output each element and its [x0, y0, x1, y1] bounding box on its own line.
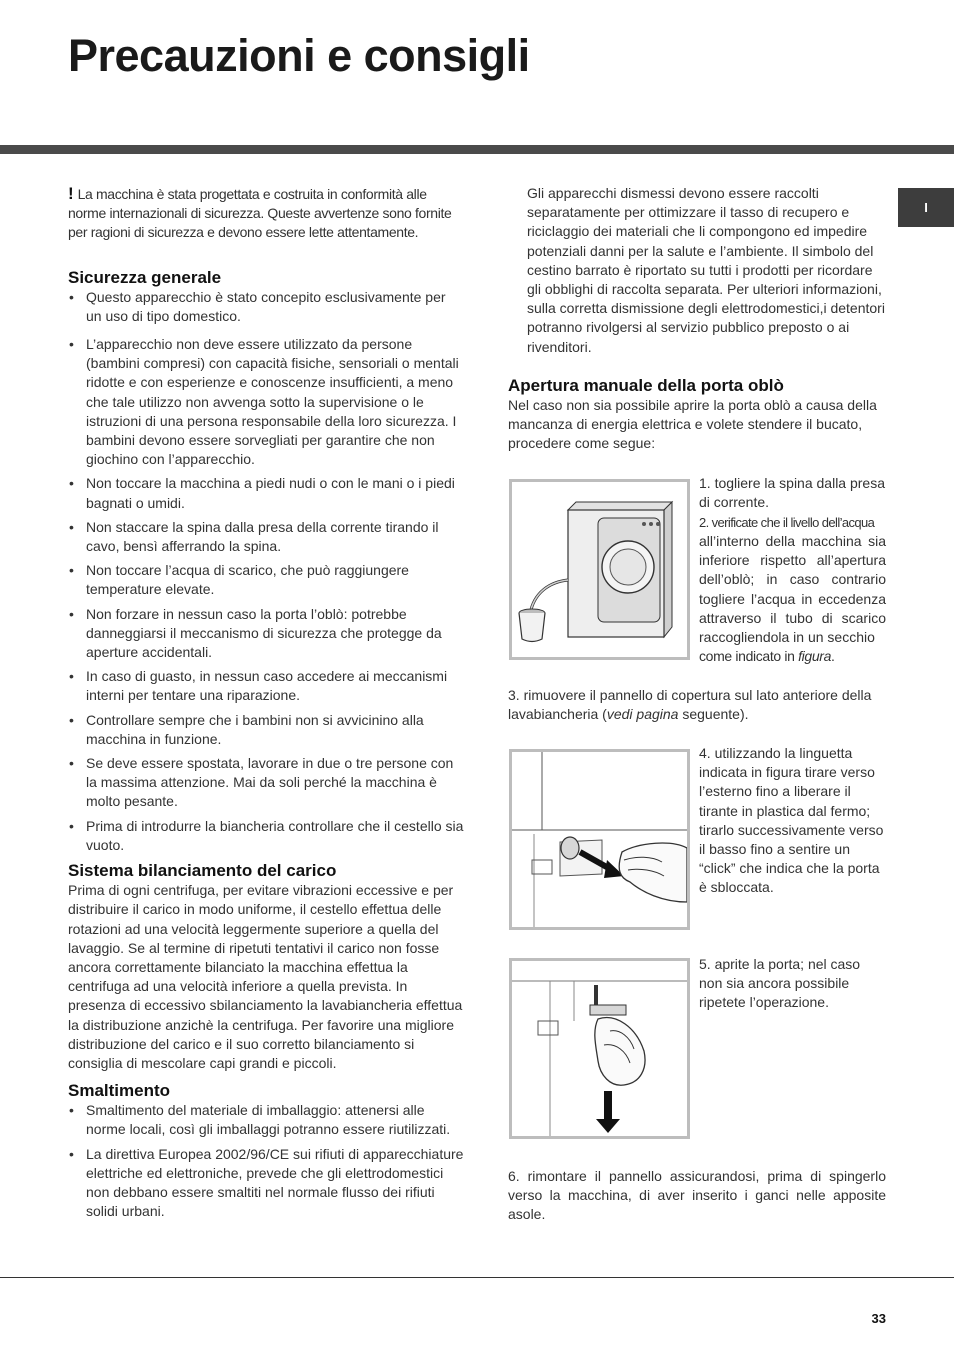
step-3-text: 3. rimuovere il pannello di copertura sul lato anteriore della lavabiancheria (vedi pagina seguente).: [508, 687, 872, 723]
warning-icon: !: [68, 184, 74, 203]
list-item: • Controllare sempre che i bambini non si avvicinino alla macchina in funzione.: [68, 711, 464, 749]
list-item: • Se deve essere spostata, lavorare in due o tre persone con la massima attenzione. Mai da soli perché la macchina è molto pesante.: [68, 754, 464, 812]
smaltimento-continued: Gli apparecchi dismessi devono essere raccolti separatamente per ottimizzare il tasso di recupero e riciclaggio dei materiali che li compongono ed impedire potenziali danni per la salute e l’ambiente. Il simbolo del cestino barrato è riportato su tutti i prodotti per ricordare gli obblighi di raccolta separata. Per ulteriori informazioni, sulla corretta dismissione degli elettrodomestici,i detentori potranno rivolgersi al servizio pubblico preposto o ai rivenditori.: [527, 185, 885, 355]
language-tab: I: [898, 188, 954, 227]
step-5-text: 5. aprite la porta; nel caso non sia ancora possibile ripetete l’operazione.: [699, 956, 861, 1011]
left-column: [68, 184, 464, 1221]
pull-down-illustration: [512, 961, 687, 1136]
section-heading-smaltimento: Smaltimento: [68, 1081, 171, 1101]
step-2-text: all’interno della macchina sia inferiore rispetto all’apertura dell’oblò; in caso contrario togliere l’acqua in eccedenza attraverso il tubo di scarico raccogliendola in un secchio: [699, 533, 886, 646]
step-4-text: 4. utilizzando la linguetta indicata in figura tirare verso l’esterno fino a liberare il tirante in plastica dal fermo; tirarlo successivamente verso il basso fino a sentire un “click” che indica che la porta è sbloccata.: [699, 745, 884, 896]
list-item: • Non forzare in nessun caso la porta l’oblò: potrebbe danneggiarsi il meccanismo di sicurezza che protegge da aperture accidentali.: [68, 605, 464, 663]
list-item: • Prima di introdurre la biancheria controllare che il cestello sia vuoto.: [68, 817, 464, 855]
right-column: [508, 184, 886, 453]
list-item: • In caso di guasto, in nessun caso accedere ai meccanismi interni per tentare una riparazione.: [68, 667, 464, 705]
page-number: 33: [871, 1311, 886, 1326]
step-2-tail: come indicato in figura.: [699, 648, 835, 664]
list-item: • Non staccare la spina dalla presa della corrente tirando il cavo, bensì afferrando la spina.: [68, 518, 464, 556]
footer-divider: [0, 1277, 954, 1278]
step-1-text: 1. togliere la spina dalla presa di corrente.: [699, 475, 886, 511]
figure-pull-tab: [509, 749, 690, 930]
smaltimento-list: [68, 1101, 464, 1221]
page-title: Precauzioni e consigli: [68, 30, 530, 81]
list-item: • Non toccare la macchina a piedi nudi o con le mani o i piedi bagnati o umidi.: [68, 474, 464, 512]
list-item: • Non toccare l’acqua di scarico, che può raggiungere temperature elevate.: [68, 561, 464, 599]
pull-tab-illustration: [512, 752, 687, 927]
section-heading-apertura: Apertura manuale della porta oblò: [508, 375, 784, 395]
list-item: • Questo apparecchio è stato concepito esclusivamente per un uso di tipo domestico.: [68, 288, 464, 326]
figure-pull-down: [509, 958, 690, 1139]
section-heading-bilanciamento: Sistema bilanciamento del carico: [68, 861, 337, 881]
title-divider: [0, 145, 954, 154]
section-heading-sicurezza: Sicurezza generale: [68, 267, 222, 287]
figure-drain-water: [509, 479, 690, 660]
washing-machine-illustration: [512, 482, 687, 657]
list-item: • L’apparecchio non deve essere utilizzato da persone (bambini compresi) con capacità fisiche, sensoriali o mentali ridotte e con esperienze e conoscenze insufficienti, a meno che tale utilizzo non avvenga sotto la supervisione o le istruzioni di una persona responsabile della loro sicurezza. I bambini devono essere sorvegliati per garantire che non giochino con l’apparecchio.: [68, 335, 464, 469]
step-2-lead: 2. verificate che il livello dell’acqua: [699, 515, 875, 530]
bilanciamento-text: Prima di ogni centrifuga, per evitare vibrazioni eccessive e per distribuire il carico in modo uniforme, il cestello effettua delle rotazioni ad una velocità leggermente superiore a quella del lavaggio. Se al termine di ripetuti tentativi il carico non fosse ancora correttamente bilanciato la macchina effettua la centrifuga ad una velocità inferiore a quella prevista. In presenza di eccessivo sbilanciamento la lavabiancheria effettua la distribuzione anzichè la centrifuga. Per favorire una migliore distribuzione del carico e il suo corretto bilanciamento si consiglia di mescolare capi grandi e piccoli.: [68, 882, 463, 1071]
intro-text: La macchina è stata progettata e costruita in conformità alle norme internazionali di sicurezza. Queste avvertenze sono fornite per ragioni di sicurezza e devono essere lette attentamente.: [68, 186, 452, 241]
intro-paragraph: [68, 184, 464, 243]
list-item: • La direttiva Europea 2002/96/CE sui rifiuti di apparecchiature elettriche ed elettroniche, prevede che gli elettrodomestici non debbano essere smaltiti nel normale flusso dei rifiuti solidi urbani.: [68, 1145, 464, 1222]
sicurezza-list: [68, 288, 464, 855]
step-6-text: 6. rimontare il pannello assicurandosi, prima di spingerlo verso la macchina, di aver inserito i ganci nelle apposite asole.: [508, 1168, 886, 1223]
apertura-intro: Nel caso non sia possibile aprire la porta oblò a causa della mancanza di energia elettrica e volete stendere il bucato, procedere come segue:: [508, 396, 877, 452]
list-item: • Smaltimento del materiale di imballaggio: attenersi alle norme locali, così gli imballaggi potranno essere riutilizzati.: [68, 1101, 464, 1139]
